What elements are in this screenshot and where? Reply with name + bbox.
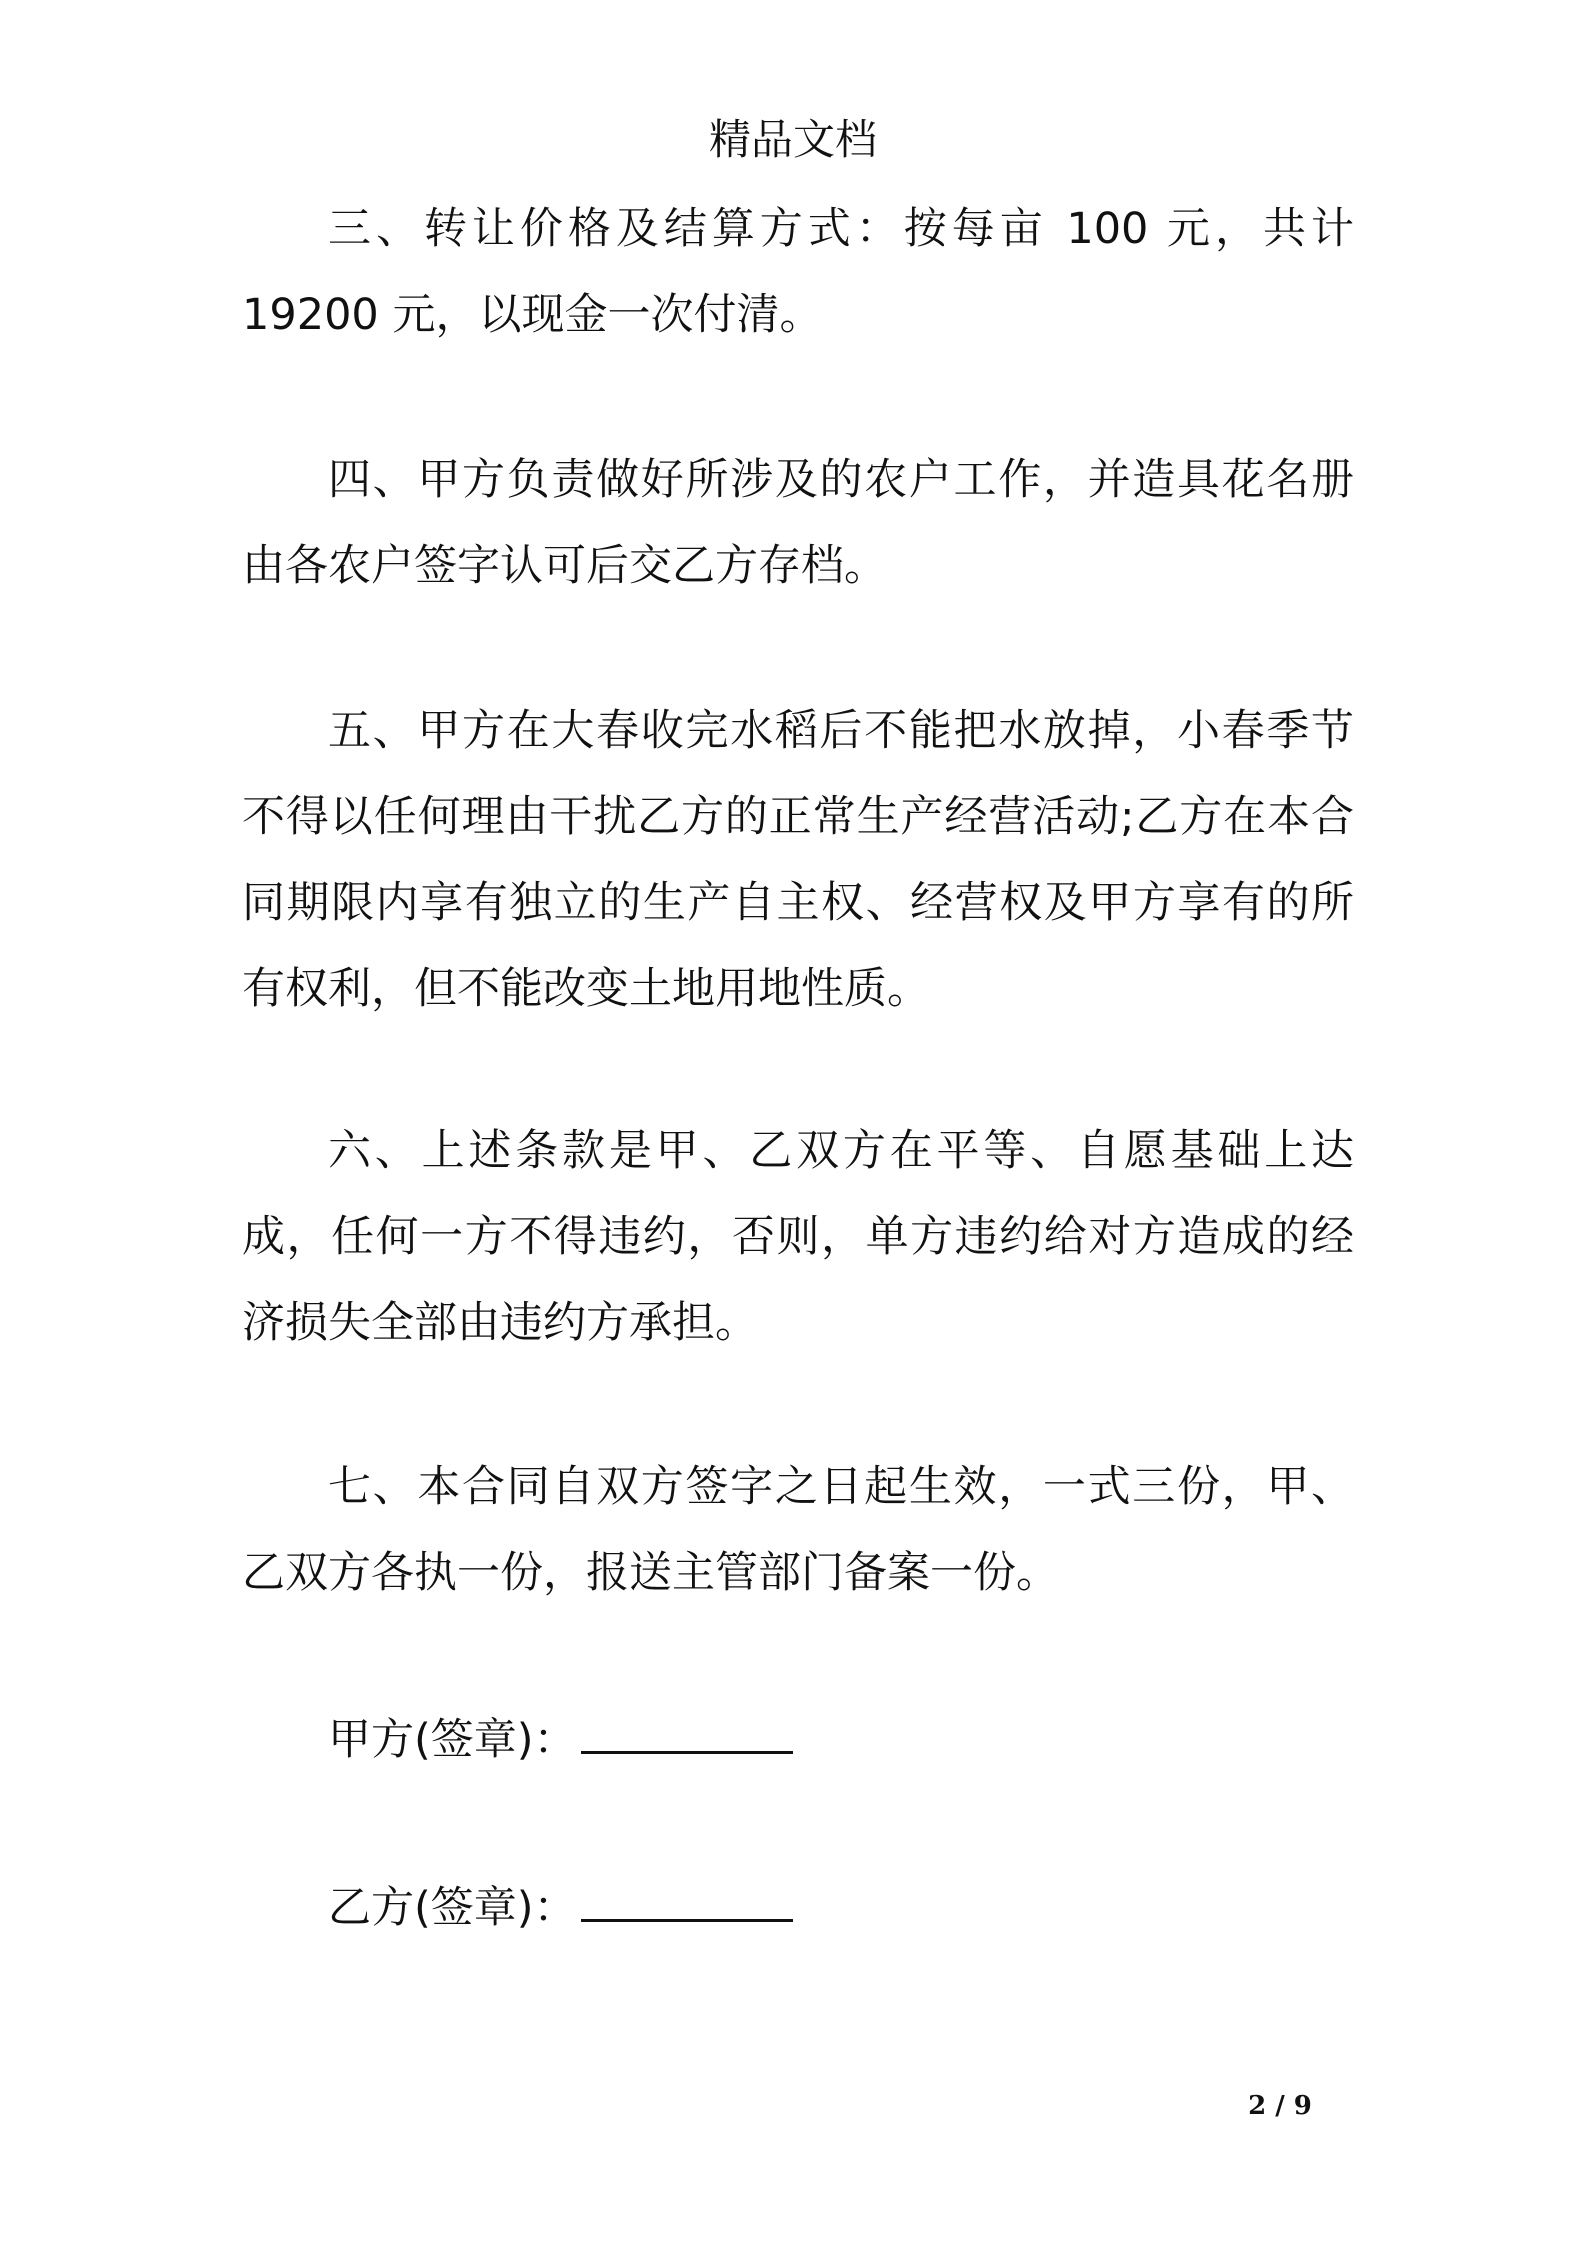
page-number: 2 / 9 [1248,2091,1312,2121]
signature-party-b-line [581,1879,793,1922]
clause-5: 五、甲方在大春收完水稻后不能把水放掉，小春季节不得以任何理由干扰乙方的正常生产经营活动;乙方在本合同期限内享有独立的生产自主权、经营权及甲方享有的所有权利，但不能改变土地用地性质。 [242,706,1354,1014]
signature-party-a-block [242,1697,1354,1783]
page-header: 精品文档 [708,115,877,164]
clause-6: 六、上述条款是甲、乙双方在平等、自愿基础上达成，任何一方不得违约，否则，单方违约给对方造成的经济损失全部由违约方承担。 [242,1126,1354,1348]
clause-7-block [242,1444,1354,1616]
clause-3-block [242,186,1354,358]
signature-party-b [242,1865,1354,1951]
clause-4-block [242,437,1354,609]
signature-party-a-label: 甲方(签章)： [328,1715,577,1765]
clause-3: 三、转让价格及结算方式：按每亩 100 元，共计 19200 元，以现金一次付清。 [242,204,1354,340]
signature-party-a [242,1697,1354,1783]
signature-party-b-block [242,1865,1354,1951]
clause-6-block [242,1108,1354,1366]
clause-5-block [242,688,1354,1032]
clause-7: 七、本合同自双方签字之日起生效，一式三份，甲、乙双方各执一份，报送主管部门备案一份。 [242,1462,1354,1598]
signature-party-a-line [581,1711,793,1754]
clause-4: 四、甲方负责做好所涉及的农户工作，并造具花名册由各农户签字认可后交乙方存档。 [242,455,1354,591]
signature-party-b-label: 乙方(签章)： [328,1883,577,1933]
